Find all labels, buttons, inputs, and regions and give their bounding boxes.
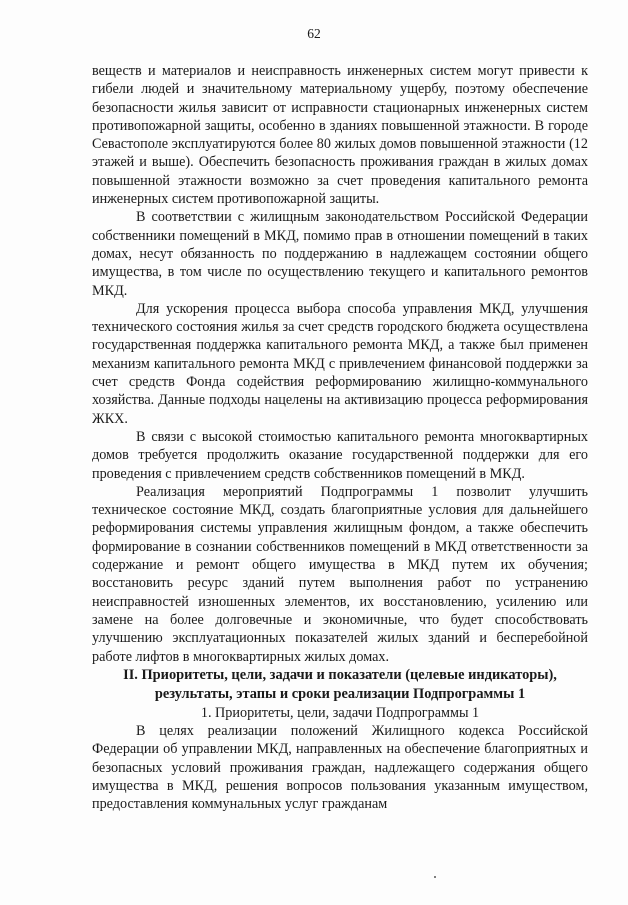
paragraph-state-support: Для ускорения процесса выбора способа управления МКД, улучшения технического состояния жилья за счет средств городского бюджета осуществлена государственная поддержка капитального ремонта МКД, а также был применен механизм капитального ремонта МКД с привлечением финансовой поддержки за счет средств Фонда содействия реформированию жилищно-коммунального хозяйства. Данные подходы нацелены на активизацию процесса реформирования ЖКХ. <box>92 300 588 427</box>
section-heading: II. Приоритеты, цели, задачи и показатели (целевые индикаторы), результаты, этапы и сроки реализации Подпрограммы 1 <box>123 666 557 702</box>
paragraph-goals: В целях реализации положений Жилищного кодекса Российской Федерации об управлении МКД, направленных на обеспечение благоприятных и безопасных условий проживания граждан, надлежащего содержания общего имущества в МКД, решения вопросов пользования указанным имуществом, предоставления коммунальных услуг гражданам <box>92 723 588 813</box>
page-body <box>92 62 588 814</box>
paragraph-high-cost: В связи с высокой стоимостью капитального ремонта многоквартирных домов требуется продолжить оказание государственной поддержки для его проведения с привлечением средств собственников помещений в МКД. <box>92 428 588 482</box>
page-number: 62 <box>307 26 321 41</box>
subsection-heading: 1. Приоритеты, цели, задачи Подпрограммы 1 <box>200 704 480 721</box>
paragraph-legislation: В соответствии с жилищным законодательством Российской Федерации собственники помещений в МКД, помимо прав в отношении помещений в таких домах, несут обязанность по поддержанию в надлежащем состоянии общего имущества, в том числе по осуществлению текущего и капитального ремонтов МКД. <box>92 209 588 299</box>
paragraph-implementation: Реализация мероприятий Подпрограммы 1 позволит улучшить техническое состояние МКД, создать благоприятные условия для дальнейшего реформирования системы управления жилищным фондом, а также обеспечить формирование в сознании собственников помещений в МКД ответственности за содержание и ремонт общего имущества в МКД путем их обучения; восстановить ресурс зданий путем выполнения работ по устранению неисправностей изношенных элементов, их восстановлению, усилению или замене на более долговечные и экономичные, что будет способствовать улучшению эксплуатационных показателей жилых зданий и бесперебойной работе лифтов в многоквартирных жилых домах. <box>92 483 588 665</box>
paragraph-continuation: веществ и материалов и неисправность инженерных систем могут привести к гибели людей и значительному материальному ущербу, поэтому обеспечение безопасности жилья зависит от исправности стационарных инженерных систем противопожарной защиты, особенно в зданиях повышенной этажности. В городе Севастополе эксплуатируются более 80 жилых домов повышенной этажности (12 этажей и выше). Обеспечить безопасность проживания граждан в жилых домах повышенной этажности возможно за счет проведения капитального ремонта инженерных систем противопожарной защиты. <box>92 63 588 208</box>
scan-artifact-dot <box>434 876 436 878</box>
